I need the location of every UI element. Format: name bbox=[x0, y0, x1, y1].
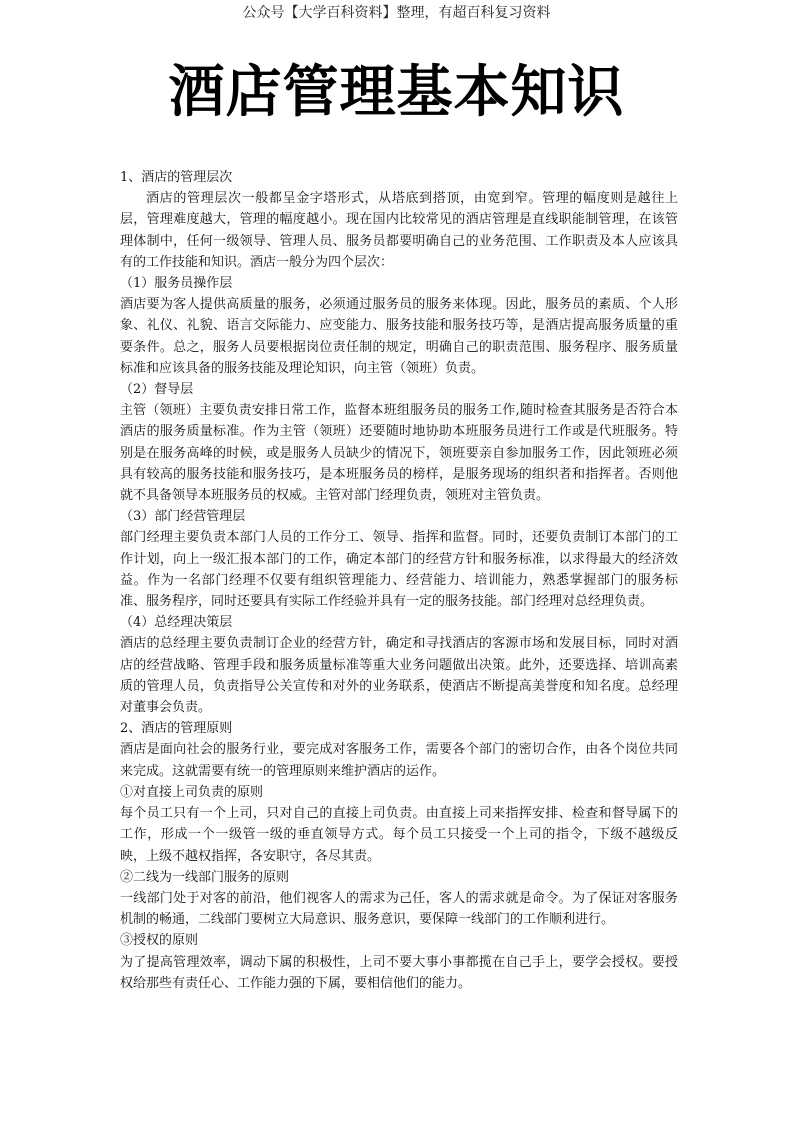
header-note: 公众号【大学百科资料】整理，有超百科复习资料 bbox=[242, 5, 551, 21]
paragraph: 一线部门处于对客的前沿，他们视客人的需求为己任，客人的需求就是命令。为了保证对客服务机制的畅通，二线部门要树立大局意识、服务意识，要保障一线部门的工作顺利进行。 bbox=[120, 890, 678, 928]
subsection-heading: （1）服务员操作层 bbox=[120, 276, 233, 292]
section-heading: 2、酒店的管理原则 bbox=[120, 721, 233, 737]
subsection-heading: （4）总经理决策层 bbox=[120, 615, 233, 631]
document-body bbox=[120, 167, 678, 994]
paragraph: 为了提高管理效率，调动下属的积极性，上司不要大事小事都揽在自己手上，要学会授权。要授权给那些有责任心、工作能力强的下属，要相信他们的能力。 bbox=[120, 954, 678, 991]
paragraph: 部门经理主要负责本部门人员的工作分工、领导、指挥和监督。同时，还要负责制订本部门的工作计划，向上一级汇报本部门的工作，确定本部门的经营方针和服务标准，以求得最大的经济效益。作为一名部门经理不仅要有组织管理能力、经营能力、培训能力，熟悉掌握部门的服务标准、服务程序，同时还要具有实际工作经验并具有一定的服务技能。部门经理对总经理负责。 bbox=[120, 530, 678, 610]
paragraph: 酒店的管理层次一般都呈金字塔形式，从塔底到搭顶，由宽到窄。管理的幅度则是越往上层，管理难度越大，管理的幅度越小。现在国内比较常见的酒店管理是直线职能制管理，在该管理体制中，任何一级领导、管理人员、服务员都要明确自己的业务范围、工作职责及本人应该具有的工作技能和知识。酒店一般分为四个层次： bbox=[120, 191, 678, 270]
subsection-heading: ①对直接上司负责的原则 bbox=[120, 784, 264, 800]
paragraph: 酒店的总经理主要负责制订企业的经营方针，确定和寻找酒店的客源市场和发展目标，同时对酒店的经营战略、管理手段和服务质量标准等重大业务问题做出决策。此外，还要选择、培训高素质的管理人员，负责指导公关宣传和对外的业务联系，使酒店不断提高美誉度和知名度。总经理对董事会负责。 bbox=[120, 636, 678, 716]
paragraph: 酒店要为客人提供高质量的服务，必须通过服务员的服务来体现。因此，服务员的素质、个人形象、礼仪、礼貌、语言交际能力、应变能力、服务技能和服务技巧等，是酒店提高服务质量的重要条件。总之，服务人员要根据岗位责任制的规定，明确自己的职责范围、服务程序、服务质量标准和应该具备的服务技能及理论知识，向主管（领班）负责。 bbox=[120, 297, 678, 376]
subsection-heading: ②二线为一线部门服务的原则 bbox=[120, 869, 290, 885]
paragraph: 主管（领班）主要负责安排日常工作，监督本班组服务员的服务工作,随时检查其服务是否符合本酒店的服务质量标准。作为主管（领班）还要随时地协助本班服务员进行工作或是代班服务。特别是在服务高峰的时候，或是服务人员缺少的情况下，领班要亲自参加服务工作，因此领班必须具有较高的服务技能和服务技巧，是本班服务员的榜样，是服务现场的组织者和指挥者。否则他就不具备领导本班服务员的权威。主管对部门经理负责，领班对主管负责。 bbox=[120, 403, 678, 504]
paragraph: 每个员工只有一个上司，只对自己的直接上司负责。由直接上司来指挥安排、检查和督导属下的工作，形成一个一级管一级的垂直领导方式。每个员工只接受一个上司的指令，下级不越级反映，上级不越权指挥，各安职守，各尽其责。 bbox=[120, 806, 678, 864]
section-heading: 1、酒店的管理层次 bbox=[120, 170, 233, 185]
page-title: 酒店管理基本知识 bbox=[168, 59, 625, 125]
subsection-heading: （2）督导层 bbox=[120, 382, 194, 398]
subsection-heading: ③授权的原则 bbox=[120, 933, 199, 949]
paragraph: 酒店是面向社会的服务行业，要完成对客服务工作，需要各个部门的密切合作，由各个岗位共同来完成。这就需要有统一的管理原则来维护酒店的运作。 bbox=[120, 742, 678, 779]
subsection-heading: （3）部门经营管理层 bbox=[120, 509, 246, 525]
